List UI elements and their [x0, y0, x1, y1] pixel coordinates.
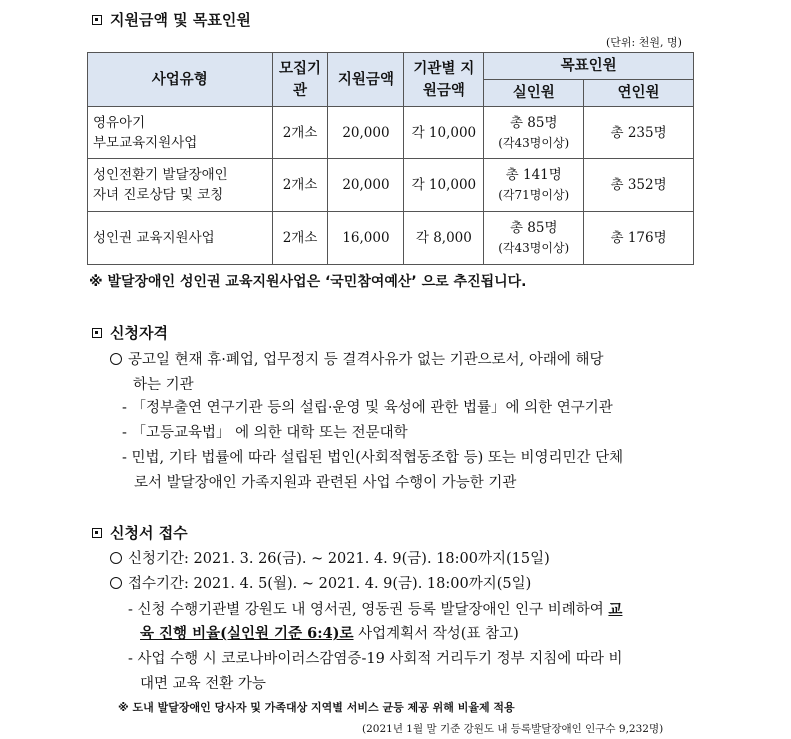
eligibility-item-1: - 「정부출연 연구기관 등의 설립·운영 및 육성에 관한 법률」에 의한 연구기관 — [122, 400, 613, 416]
cell-recruit: 2개소 — [272, 212, 328, 265]
section-title-application: 신청서 접수 — [92, 522, 188, 543]
cell-recruit: 2개소 — [272, 107, 328, 159]
unit-label: (단위: 천원, 명) — [606, 36, 682, 49]
header-real: 실인원 — [484, 80, 584, 107]
circle-bullet-icon — [110, 353, 122, 365]
cell-type: 성인권 교육지원사업 — [88, 212, 273, 265]
cell-per-org: 각 8,000 — [404, 212, 484, 265]
cell-amount: 16,000 — [328, 212, 404, 265]
circle-bullet-icon — [110, 577, 122, 589]
eligibility-main-cont: 하는 기관 — [133, 377, 194, 393]
cell-total: 총 176명 — [584, 212, 694, 265]
square-bullet-icon — [92, 528, 102, 538]
table-row — [88, 159, 694, 212]
cell-real: 총 85명 (각43명이상) — [484, 212, 584, 265]
header-total: 연인원 — [584, 80, 694, 107]
section-title-eligibility: 신청자격 — [92, 322, 168, 343]
table-row — [88, 212, 694, 265]
cell-type: 성인전환기 발달장애인 자녀 진로상담 및 코칭 — [88, 159, 273, 212]
cell-amount: 20,000 — [328, 107, 404, 159]
header-target: 목표인원 — [484, 53, 694, 80]
square-bullet-icon — [92, 15, 102, 25]
eligibility-item-2: - 「고등교육법」 에 의한 대학 또는 전문대학 — [122, 425, 408, 441]
eligibility-item-3: - 민법, 기타 법률에 따라 설립된 법인(사회적협동조합 등) 또는 비영리민간 단체 — [122, 450, 624, 466]
table-row — [88, 107, 694, 159]
application-period: 신청기간: 2021. 3. 26(금). ~ 2021. 4. 9(금). 18:00까지(15일) — [110, 547, 550, 568]
cell-real: 총 85명 (각43명이상) — [484, 107, 584, 159]
cell-total: 총 352명 — [584, 159, 694, 212]
cell-amount: 20,000 — [328, 159, 404, 212]
funding-table — [87, 52, 694, 265]
application-bullet-1: - 신청 수행기관별 강원도 내 영서권, 영동권 등록 발달장애인 인구 비례하여 교 — [128, 601, 623, 618]
cell-per-org: 각 10,000 — [404, 107, 484, 159]
circle-bullet-icon — [110, 552, 122, 564]
cell-per-org: 각 10,000 — [404, 159, 484, 212]
table-note: ※ 발달장애인 성인권 교육지원사업은 ‘국민참여예산’ 으로 추진됩니다. — [89, 274, 527, 290]
cell-recruit: 2개소 — [272, 159, 328, 212]
header-per-org: 기관별 지원금액 — [404, 53, 484, 107]
square-bullet-icon — [92, 328, 102, 338]
header-recruit: 모집기관 — [272, 53, 328, 107]
header-amount: 지원금액 — [328, 53, 404, 107]
cell-real: 총 141명 (각71명이상) — [484, 159, 584, 212]
application-bullet-1-cont: 육 진행 비율(실인원 기준 6:4)로 사업계획서 작성(표 참고) — [140, 625, 519, 642]
source-note: (2021년 1월 말 기준 강원도 내 등록발달장애인 인구수 9,232명) — [362, 723, 664, 735]
reception-period: 접수기간: 2021. 4. 5(월). ~ 2021. 4. 9(금). 18:00까지(5일) — [110, 572, 531, 593]
cell-type: 영유아기 부모교육지원사업 — [88, 107, 273, 159]
eligibility-main: 공고일 현재 휴·폐업, 업무정지 등 결격사유가 없는 기관으로서, 아래에 해당 — [110, 348, 604, 369]
header-type: 사업유형 — [88, 53, 273, 107]
application-bullet-2: - 사업 수행 시 코로나바이러스감염증-19 사회적 거리두기 정부 지침에 따라 비 — [128, 651, 623, 667]
cell-total: 총 235명 — [584, 107, 694, 159]
application-bullet-2-cont: 대면 교육 전환 가능 — [140, 676, 266, 692]
section-title-funding: 지원금액 및 목표인원 — [92, 9, 251, 30]
eligibility-item-3-cont: 로서 발달장애인 가족지원과 관련된 사업 수행이 가능한 기관 — [134, 475, 517, 491]
footnote: ※ 도내 발달장애인 당사자 및 가족대상 지역별 서비스 균등 제공 위해 비율제 적용 — [118, 701, 515, 714]
